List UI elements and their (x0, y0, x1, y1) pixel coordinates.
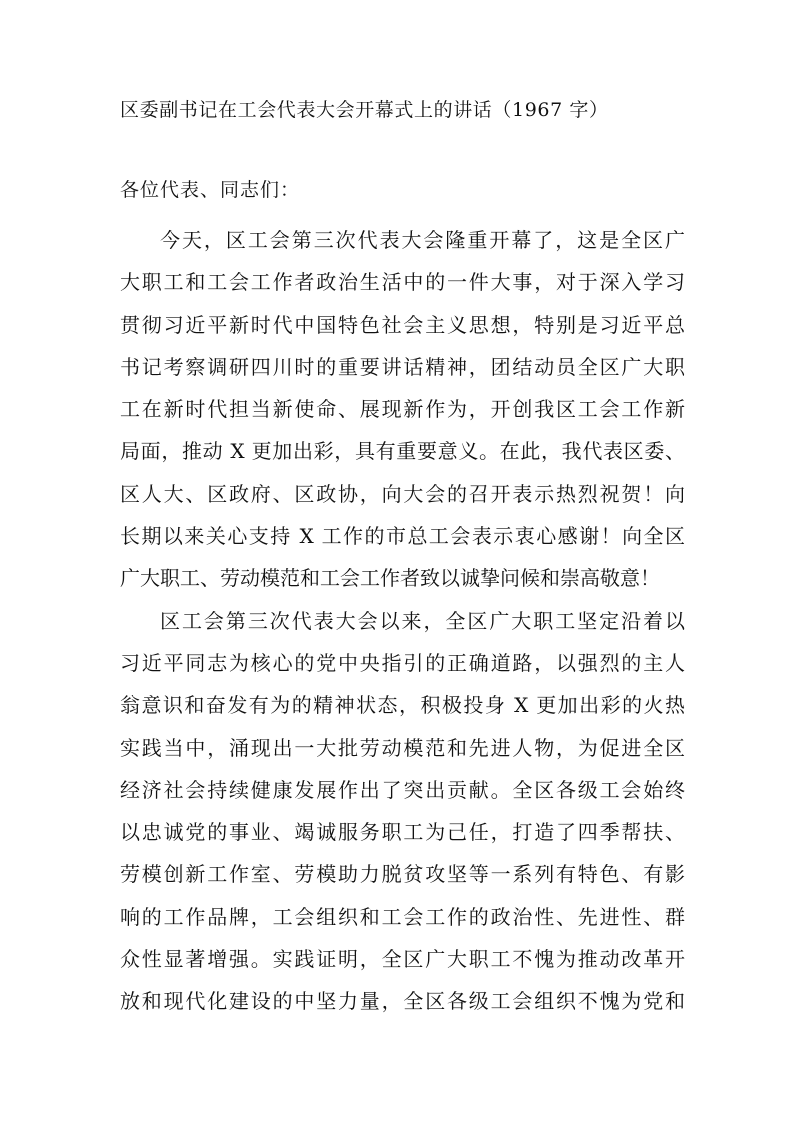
body-text (120, 219, 685, 1023)
paragraph-2-line-8: 响的工作品牌，工会组织和工会工作的政治性、先进性、群 (120, 904, 685, 929)
paragraph-2-line-5: 经济社会持续健康发展作出了突出贡献。全区各级工会始终 (120, 777, 685, 802)
paragraph-2-line-2: 习近平同志为核心的党中央指引的正确道路，以强烈的主人 (120, 650, 685, 675)
paragraph-1-line-6: 局面，推动 X 更加出彩，具有重要意义。在此，我代表区委、 (120, 439, 685, 464)
paragraph-1-line-4: 书记考察调研四川时的重要讲话精神，团结动员全区广大职 (120, 354, 685, 379)
salutation: 各位代表、同志们： (120, 179, 301, 201)
paragraph-1-line-8: 长期以来关心支持 X 工作的市总工会表示衷心感谢！向全区 (120, 524, 685, 549)
document-title: 区委副书记在工会代表大会开幕式上的讲话（1967 字） (120, 99, 609, 121)
paragraph-2-line-1: 区工会第三次代表大会以来，全区广大职工坚定沿着以 (160, 608, 685, 633)
paragraph-1-line-1: 今天，区工会第三次代表大会隆重开幕了，这是全区广 (160, 228, 685, 252)
paragraph-2-line-3: 翁意识和奋发有为的精神状态，积极投身 X 更加出彩的火热 (120, 693, 685, 718)
paragraph-1-line-9: 广大职工、劳动模范和工会工作者致以诚挚问候和崇高敬意！ (120, 566, 660, 591)
paragraph-2-line-4: 实践当中，涌现出一大批劳动模范和先进人物，为促进全区 (120, 735, 685, 760)
paragraph-2-line-9: 众性显著增强。实践证明，全区广大职工不愧为推动改革开 (120, 947, 685, 972)
paragraph-1-line-3: 贯彻习近平新时代中国特色社会主义思想，特别是习近平总 (120, 312, 685, 337)
paragraph-2-line-6: 以忠诚党的事业、竭诚服务职工为己任，打造了四季帮扶、 (120, 820, 685, 845)
paragraph-2-line-10: 放和现代化建设的中坚力量，全区各级工会组织不愧为党和 (120, 989, 685, 1014)
paragraph-1-line-2: 大职工和工会工作者政治生活中的一件大事，对于深入学习 (120, 270, 685, 295)
paragraph-1-line-7: 区人大、区政府、区政协，向大会的召开表示热烈祝贺！向 (120, 481, 685, 506)
paragraph-1-line-5: 工在新时代担当新使命、展现新作为，开创我区工会工作新 (120, 397, 685, 422)
paragraph-2-line-7: 劳模创新工作室、劳模助力脱贫攻坚等一系列有特色、有影 (120, 862, 685, 887)
